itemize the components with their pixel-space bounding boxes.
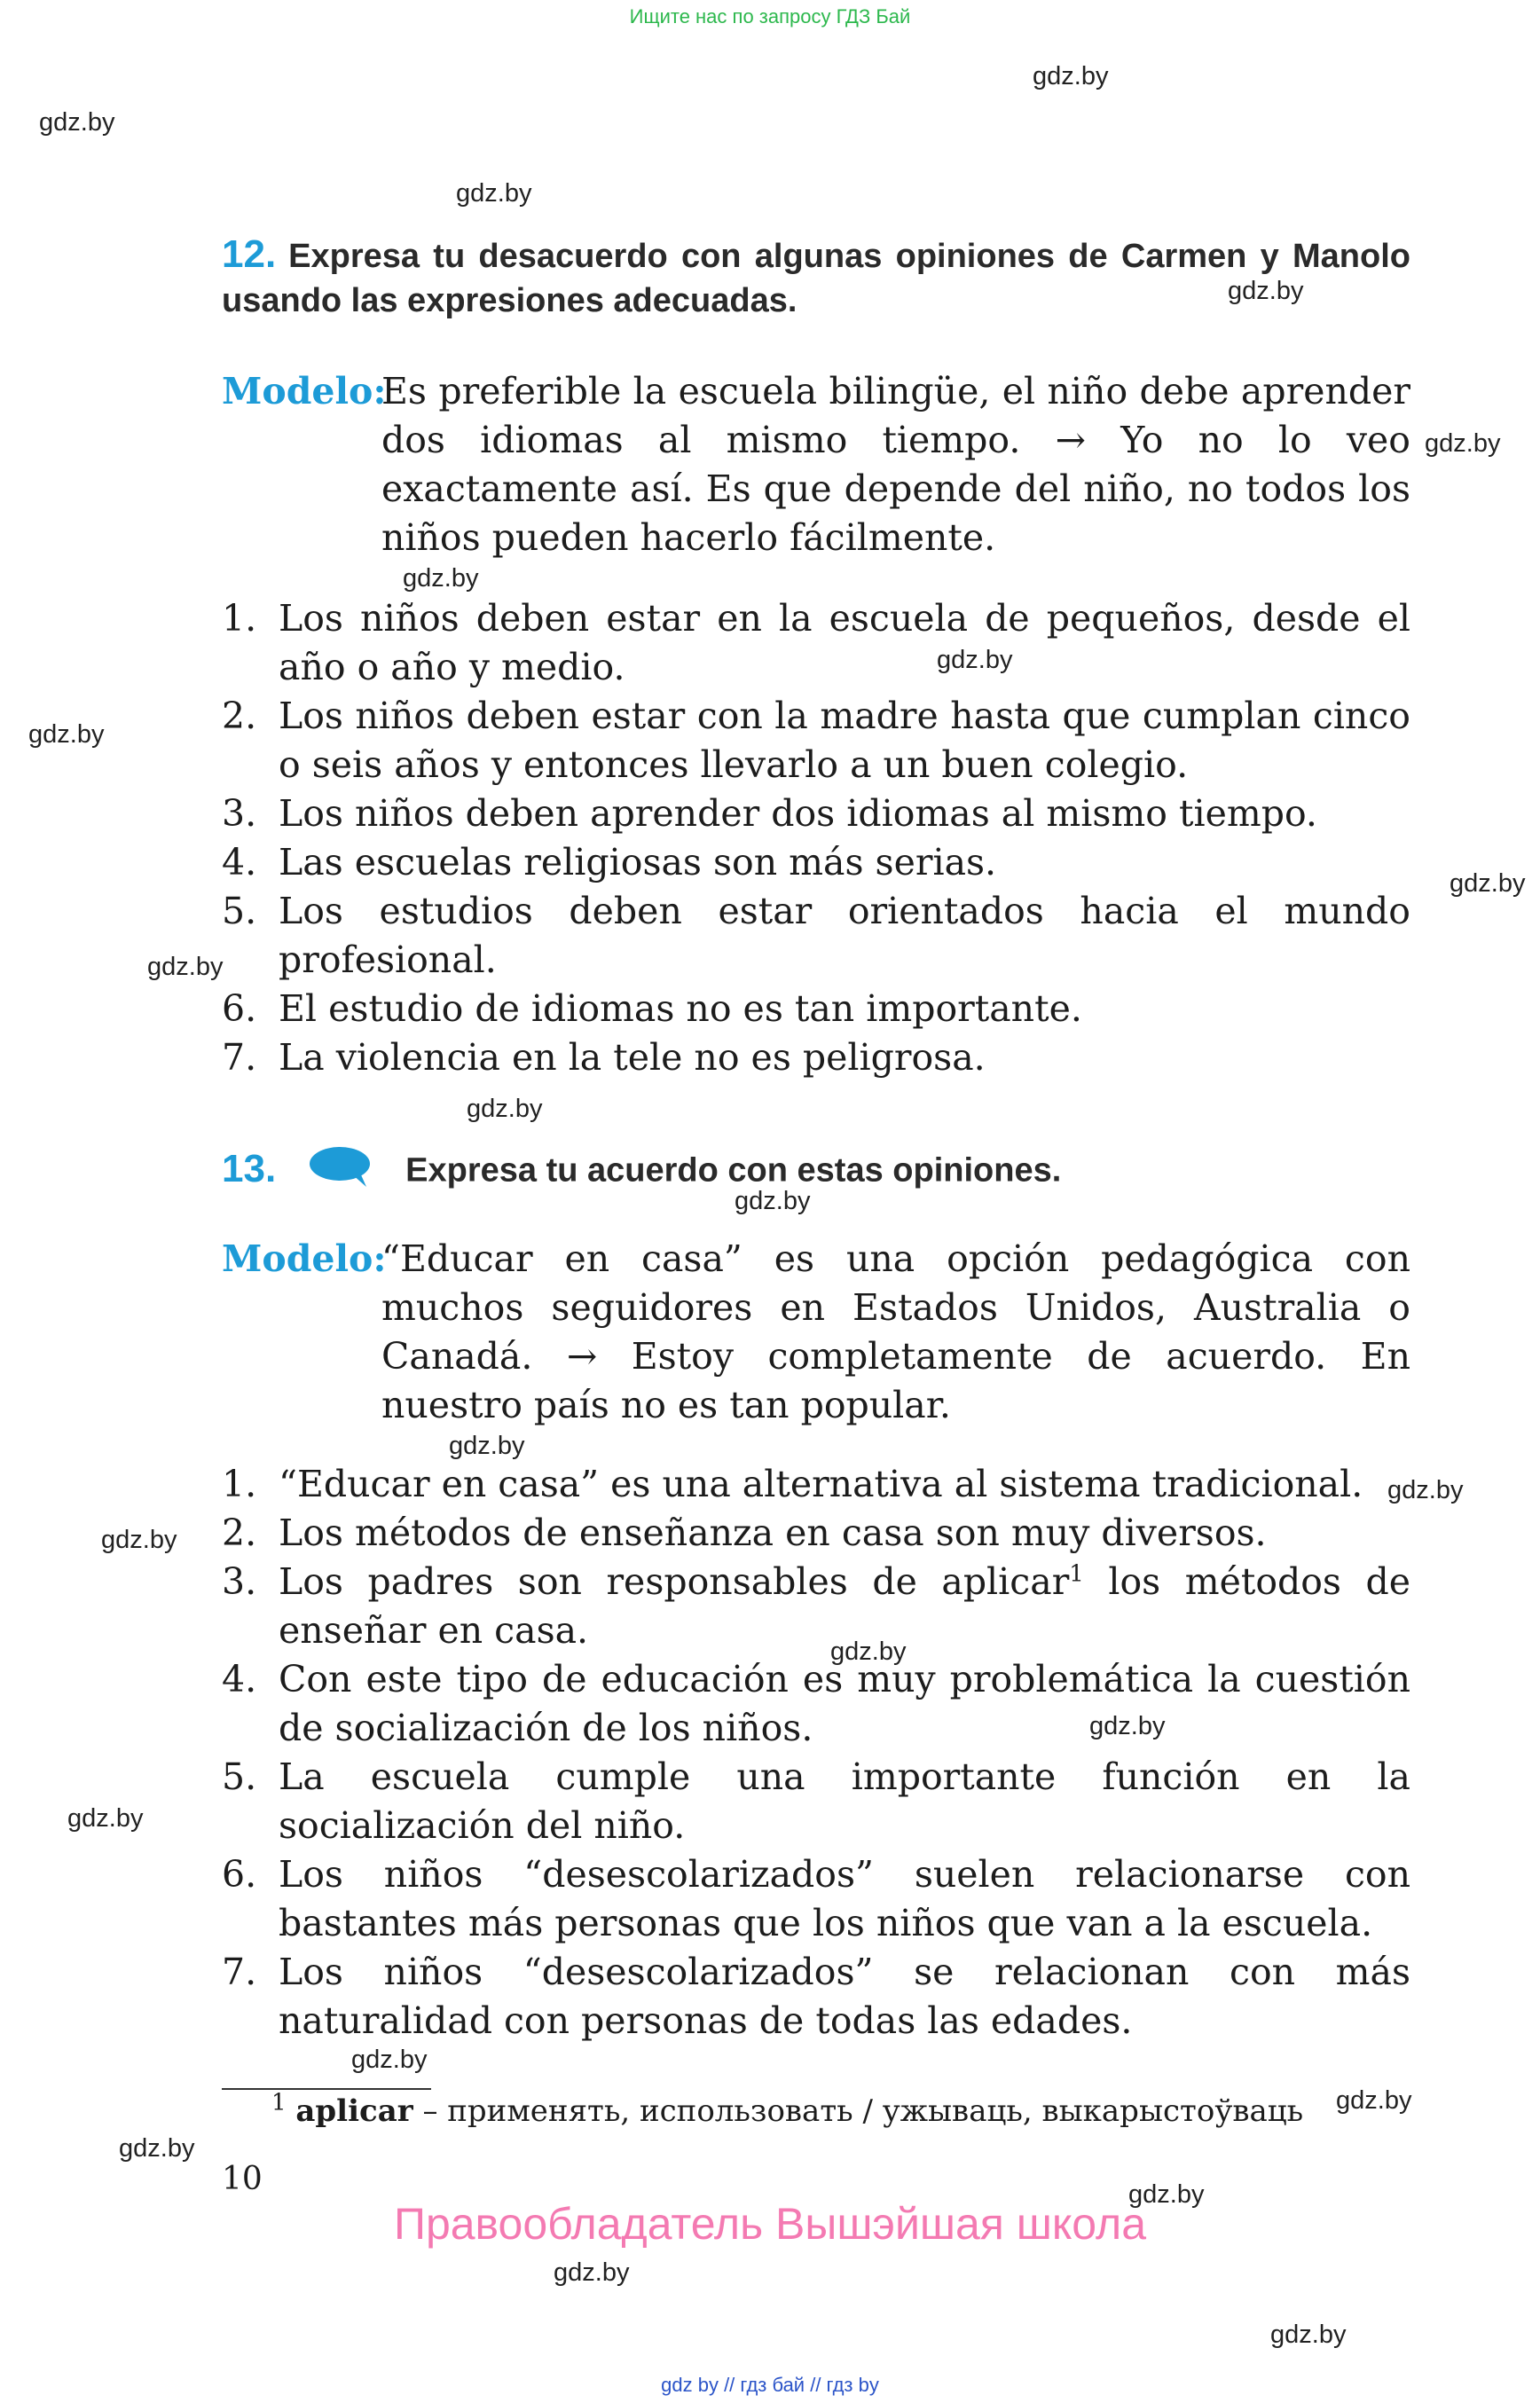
watermark: gdz.by bbox=[101, 1526, 177, 1554]
list-item: 2. Los niños deben estar con la madre hasta que cumplan cinco o seis años y entonces llevarlo a un buen colegio. bbox=[222, 695, 1410, 786]
top-banner[interactable]: Ищите нас по запросу ГДЗ Бай bbox=[629, 5, 911, 27]
watermark: gdz.by bbox=[147, 953, 224, 981]
watermark: gdz.by bbox=[456, 179, 532, 208]
list-item: 4. Con este tipo de educación es muy problemática la cuestión de socialización de los niños. bbox=[222, 1658, 1410, 1749]
list-item: 3. Los padres son responsables de aplicar$^1$ los métodos de enseñar en casa. bbox=[222, 1560, 1410, 1652]
watermark: gdz.by bbox=[1033, 62, 1109, 90]
list-item: 1. “Educar en casa” es una alternativa al sistema tradicional. bbox=[222, 1463, 1363, 1505]
watermark: gdz.by bbox=[39, 108, 115, 137]
list-item: 5. Los estudios deben estar orientados hacia el mundo profesional. bbox=[222, 890, 1410, 981]
bottom-links[interactable]: gdz by // гдз бай // гдз by bbox=[661, 2374, 879, 2396]
list-item: 2. Los métodos de enseñanza en casa son muy diversos. bbox=[222, 1512, 1267, 1554]
exercise-13-list bbox=[222, 1460, 1410, 2046]
model-text: “Educar en casa” es una opción pedagógica con muchos seguidores en Estados Unidos, Australia o Canadá. → Estoy completamente de acuerdo. En nuestro país no es tan popular. bbox=[381, 1237, 1410, 1426]
watermark: gdz.by bbox=[937, 646, 1013, 674]
page-number: 10 bbox=[222, 2161, 263, 2197]
watermark: gdz.by bbox=[1450, 869, 1526, 898]
model-label: Modelo: bbox=[222, 1237, 387, 1280]
watermark: gdz.by bbox=[467, 1095, 543, 1123]
exercise-13-model bbox=[222, 1235, 1410, 1430]
watermark: gdz.by bbox=[1387, 1476, 1464, 1504]
list-item: 6. Los niños “desescolarizados” suelen relacionarse con bastantes más personas que los niños que van a la escuela. bbox=[222, 1853, 1410, 1944]
exercise-13-heading bbox=[222, 1144, 1410, 1200]
watermark: gdz.by bbox=[1336, 2086, 1412, 2115]
watermark: gdz.by bbox=[1089, 1712, 1166, 1740]
watermark: gdz.by bbox=[830, 1637, 907, 1666]
footnote-number: 1 bbox=[271, 2089, 287, 2116]
speech-bubble-icon bbox=[308, 1144, 373, 1200]
exercise-12-model bbox=[222, 367, 1410, 562]
list-item: 4. Las escuelas religiosas son más serias. bbox=[222, 841, 997, 883]
watermark: gdz.by bbox=[554, 2258, 630, 2287]
exercise-12-heading bbox=[222, 232, 1410, 323]
watermark: gdz.by bbox=[28, 720, 105, 749]
footnote bbox=[271, 2089, 1304, 2131]
footnote-definition: – применять, использовать / ужываць, выкарыстоўваць bbox=[412, 2093, 1304, 2129]
exercise-instruction: Expresa tu desacuerdo con algunas opiniones de Carmen y Manolo usando las expresiones adecuadas. bbox=[222, 238, 1410, 319]
watermark: gdz.by bbox=[67, 1804, 144, 1833]
watermark: gdz.by bbox=[1425, 429, 1501, 458]
list-item: 5. La escuela cumple una importante función en la socialización del niño. bbox=[222, 1755, 1410, 1847]
footnote-mark: 1 bbox=[1069, 1560, 1084, 1588]
list-item: 7. Los niños “desescolarizados” se relacionan con más naturalidad con personas de todas las edades. bbox=[222, 1951, 1410, 2042]
rights-holder: Правообладатель Вышэйшая школа bbox=[394, 2199, 1146, 2249]
watermark: gdz.by bbox=[1228, 277, 1304, 305]
list-item: 3. Los niños deben aprender dos idiomas al mismo tiempo. bbox=[222, 792, 1317, 835]
watermark: gdz.by bbox=[119, 2134, 195, 2163]
exercise-number: 12. bbox=[222, 232, 277, 276]
exercise-instruction: Expresa tu acuerdo con estas opiniones. bbox=[405, 1151, 1062, 1190]
watermark: gdz.by bbox=[449, 1432, 525, 1460]
list-item: 7. La violencia en la tele no es peligrosa. bbox=[222, 1036, 986, 1079]
footnote-divider bbox=[222, 2088, 431, 2090]
watermark: gdz.by bbox=[735, 1187, 811, 1215]
list-item: 6. El estudio de idiomas no es tan importante. bbox=[222, 987, 1082, 1030]
watermark: gdz.by bbox=[1128, 2180, 1205, 2209]
exercise-12-list bbox=[222, 594, 1410, 1082]
watermark: gdz.by bbox=[1270, 2321, 1347, 2349]
watermark: gdz.by bbox=[403, 564, 479, 593]
list-item: 1. Los niños deben estar en la escuela de pequeños, desde el año o año y medio. bbox=[222, 597, 1410, 688]
model-text: Es preferible la escuela bilingüe, el niño debe aprender dos idiomas al mismo tiempo. → Yo no lo veo exactamente así. Es que depende del niño, no todos los niños pueden hacerlo fácilmente. bbox=[381, 370, 1410, 559]
footnote-term: aplicar bbox=[295, 2093, 413, 2129]
exercise-number: 13. bbox=[222, 1146, 277, 1190]
model-label: Modelo: bbox=[222, 370, 387, 412]
watermark: gdz.by bbox=[351, 2046, 428, 2074]
